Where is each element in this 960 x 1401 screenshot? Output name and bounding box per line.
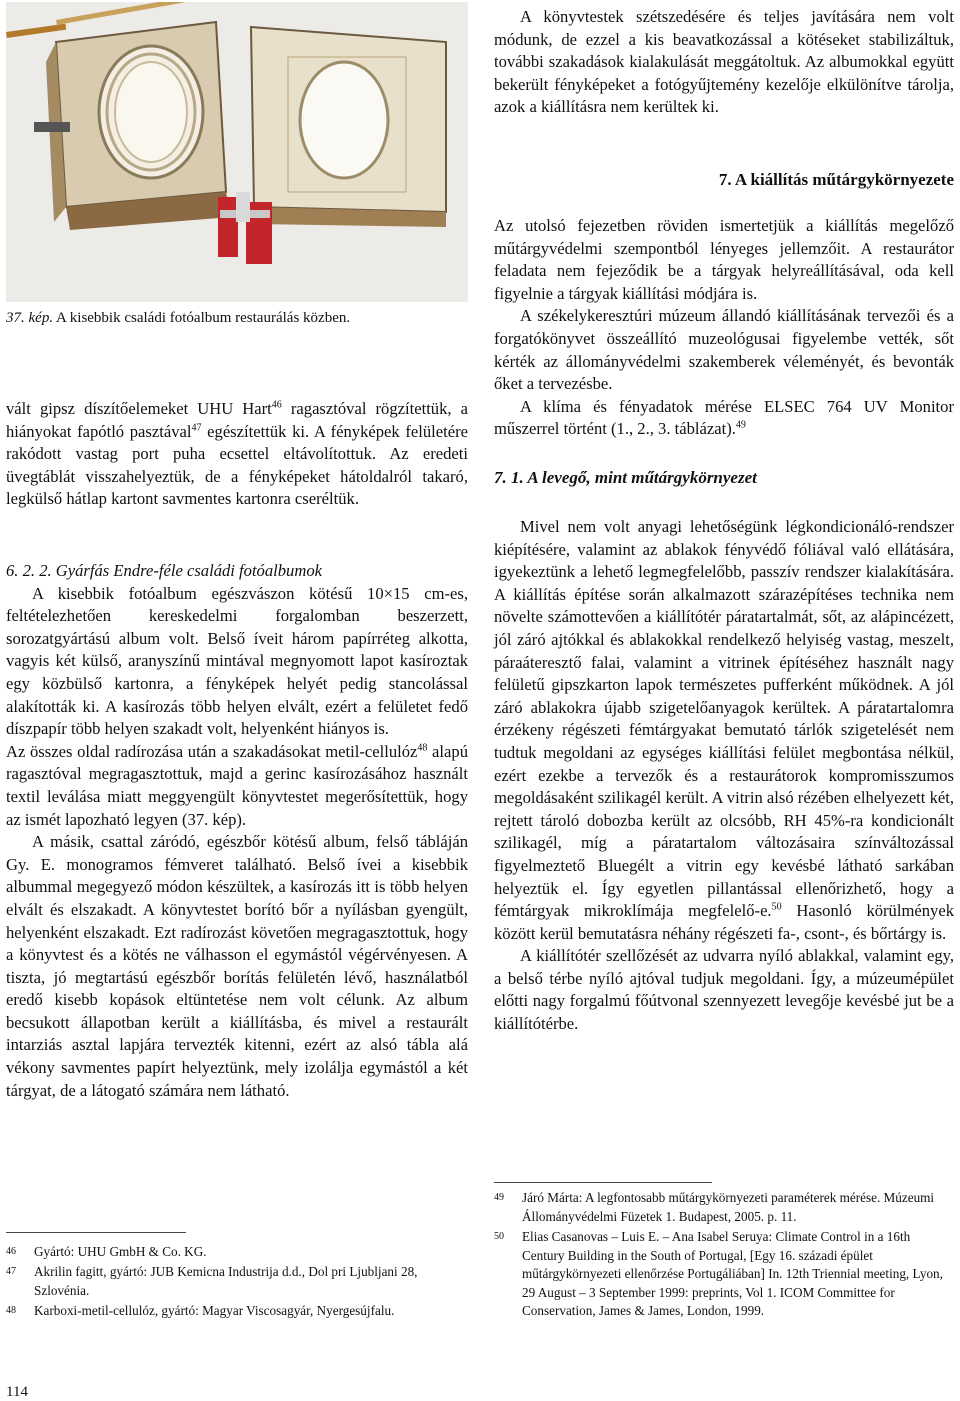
footnote-ref-49: 49 [735,419,746,431]
album-photo-illustration [6,2,468,302]
section-6-2-2-p2-b: alapú ragasztóval megragasztottuk, majd a gerinc kasírozásához használt textil leválása miatt meggyengült könyvtestet megerősítettük, hogy az ismét lapozható legyen (37. kép). [6,741,468,829]
left-intro-text-a: vált gipsz díszítőelemeket UHU Hart [6,399,272,418]
section-7-1-p2: A kiállítótér szellőzését az udvarra nyíló ablakkal, valamint egy, a belső térbe nyíló ajtóval tudjuk megoldani. Így, a múzeumépület előtti nagy forgalmú főútvonal szennyezett levegője kevésbé jut be a kiállítótérbe. [494,946,954,1034]
footnote-ref-47: 47 [191,422,202,434]
footnote-48 [6,1302,468,1321]
footnote-47-number: 47 [6,1266,16,1277]
section-6-2-2-heading: 6. 2. 2. Gyárfás Endre-féle családi fotóalbumok [6,561,323,580]
section-7-1-p1-b: Hasonló körülmények között kerül bemutatásra néhány régészeti fa-, csont-, és bőrtárgy is. [494,901,954,943]
footnote-50 [494,1228,954,1321]
section-7-1-body [494,516,954,1036]
section-6-2-2-p1: A kisebbik fotóalbum egészvászon kötésű 10×15 cm-es, feltételezhetően kereskedelmi forgalomban beszerzett, sorozatgyártású album volt. Belső íveit három papírréteg alkotta, vagyis két külső, aranyszínű mintával megnyomott lapot kasíroztak egy közbülső kartonra, a fényképek helyét pedig stancolással alakították ki. A kasírozás több helyen elvált, ezért a felületet fedő díszpapír több helyen szakadt volt, helyenként hiányos is. [6,583,468,739]
section-7-1-heading: 7. 1. A levegő, mint műtárgykörnyezet [494,468,757,487]
footnote-50-number: 50 [494,1231,504,1242]
footnote-49-number: 49 [494,1192,504,1203]
section-7-p3: A klíma és fényadatok mérése ELSEC 764 UV Monitor műszerrel történt (1., 2., 3. táblázat). [494,396,954,439]
footnote-ref-48: 48 [417,742,428,754]
footnote-rule-right [494,1182,712,1183]
section-7-body [494,215,954,441]
footnote-ref-46: 46 [271,399,282,411]
section-7-heading: 7. A kiállítás műtárgykörnyezete [718,170,954,189]
section-6-2-2-p3: A másik, csattal záródó, egészbőr kötésű album, felső tábláján Gy. E. monogramos fémveret található. Belső ívei a kisebbik albummal megegyező módon készültek, a kasírozás itt is több helyen elvált és elszakadt. A könyvtestet borító bőr a nyílásban gyengült, helyenként elszakadt. Ezt radírozást követően megragasztottuk, hogy a könyvtest és a kötés ne válhasson el egymástól végérvényesen. A tiszta, jó megtartású egészbőr borítás felületén lévő, használatból eredő kisebb kopások eltüntetése nem volt célunk. Az album becsukott állapotban került a kiállításba, és mivel a restaurált intarziás asztal lapjára tervezték kitenni, ezért az alsó tábla alá vékony savmentes papírt helyeztünk, mely izolálja egymástól a két tárgyat, de a látogató számára nem látható. [6,832,468,1100]
footnote-49-text: Járó Márta: A legfontosabb műtárgykörnyezeti paraméterek mérése. Múzeumi Állományvédelmi Füzetek 1. Budapest, 2005. p. 11. [522,1190,935,1224]
footnote-46-number: 46 [6,1246,16,1257]
figure-label: 37. kép. [6,310,54,326]
page-number: 114 [6,1384,28,1400]
left-intro-paragraph [6,398,468,511]
footnote-47 [6,1263,468,1300]
section-7-1-p1-a: Mivel nem volt anyagi lehetőségünk légkondicionáló-rendszer kiépítésére, valamint az ablakok fényvédő fóliával való ellátására, igyekeztünk a lehető legmegfelelőbb, passzív rendszer kialakítására. A kiállítás építése során alkalmazott szárazépítéses technika nem növelte számottevően a kiállítótér páratartalmát, sőt, az alápincézett, jól záró ajtókkal és ablakokkal rendelkező helyiség vastag, meszelt, páraáteresztő falai, valamint a vitrinek építéséhez használt nagy felületű gipszkarton lapok természetes pufferként működnek. A jól záró ablakokra újabb szigetelőanyagok kerültek. A páratartalomra érzékeny régészeti fémtárgyakat bemutató tárlók szigetelését nem tudtuk megoldani az egységes kiállítási felület megbontása nélkül, ezért ezekbe a tervezők és a restaurátorok kompromisszumos megoldásaként szilikagél került. A vitrin alsó rézében elhelyezett két, rejtett tároló dobozba került az olcsóbb, RH 45%-ra kondicionált szilikagél, míg a páratartalom változásaira színváltozással figyelmeztető Bluegélt a vitrin egy kevésbé látható sarkában helyeztük el. Így egyetlen pillantással ellenőrizhető, hogy a fémtárgyak mikroklímája megfelelő-e. [494,517,954,921]
album-photo [6,2,468,302]
footnote-47-text: Akrilin fagitt, gyártó: JUB Kemicna Industrija d.d., Dol pri Ljubljani 28, Szlovénia. [34,1264,418,1298]
left-intro-text-c: egészítettük ki. A fényképek felületére rakódott vastag port puha ecsettel eltávolítottuk. Az eredeti üvegtáblát visszahelyeztük, de a fényképeket hátoldalról takaró, legkülső hátlap kartont savmentes kartonra cseréltük. [6,421,469,509]
figure-caption [6,309,476,328]
left-intro-text-b: ragasztóval rögzítettük, a hiányokat fapótló pasztával [6,399,468,441]
section-7-p2: A székelykeresztúri múzeum állandó kiállításának tervezői és a forgatókönyvet összeállító muzeológusai figyelembe vették, sőt kérték az állományvédelmi szakemberek véleményét, és bevonták őket a tervezésbe. [494,306,954,394]
footnote-48-text: Karboxi-metil-cellulóz, gyártó: Magyar Viscosagyár, Nyergesújfalu. [34,1303,395,1318]
section-7-p1: Az utolsó fejezetben röviden ismertetjük a kiállítás megelőző műtárgyvédelmi szempontból lényeges jellemzőit. A restaurátor feladata nem fejeződik be a tárgyak helyreállításával, oda kell figyelnie a tárgyak kiállítási módjára is. [494,216,954,303]
right-intro-paragraph [494,6,954,119]
section-6-2-2-p2-a: Az összes oldal radírozása után a szakadásokat metil-cellulóz [6,741,418,761]
section-6-2-2 [6,560,468,1102]
footnote-rule-left [6,1232,186,1233]
footnote-48-number: 48 [6,1305,16,1316]
footnote-46 [6,1243,468,1262]
figure-text: A kisebbik családi fotóalbum restaurálás közben. [56,310,351,326]
footnote-49 [494,1189,954,1226]
footnote-46-text: Gyártó: UHU GmbH & Co. KG. [34,1244,207,1259]
footnote-ref-50: 50 [771,901,782,913]
right-intro-text: A könyvtestek szétszedésére és teljes javítására nem volt módunk, de ezzel a kis beavatkozással a kötéseket stabilizáltuk, további szakadások kialakulását meggátoltuk. Az albumokkal együtt bekerült fényképeket a fotógyűjtemény kezelője elkülönítve tárolja, azok a kiállításra nem kerültek ki. [494,7,954,117]
footnote-50-text: Elias Casanovas – Luis E. – Ana Isabel Seruya: Climate Control in a 16th Century Building in the South of Portugal, [Egy 16. századi épület műtárgykörnyezeti ellenőrzése Portugáliában] In. 12th Triennial meeting, Lyon, 29 August – 3 September 1999: preprints, Vol 1. ICOM Committee for Conservation, James & James, London, 1999. [522,1229,943,1319]
